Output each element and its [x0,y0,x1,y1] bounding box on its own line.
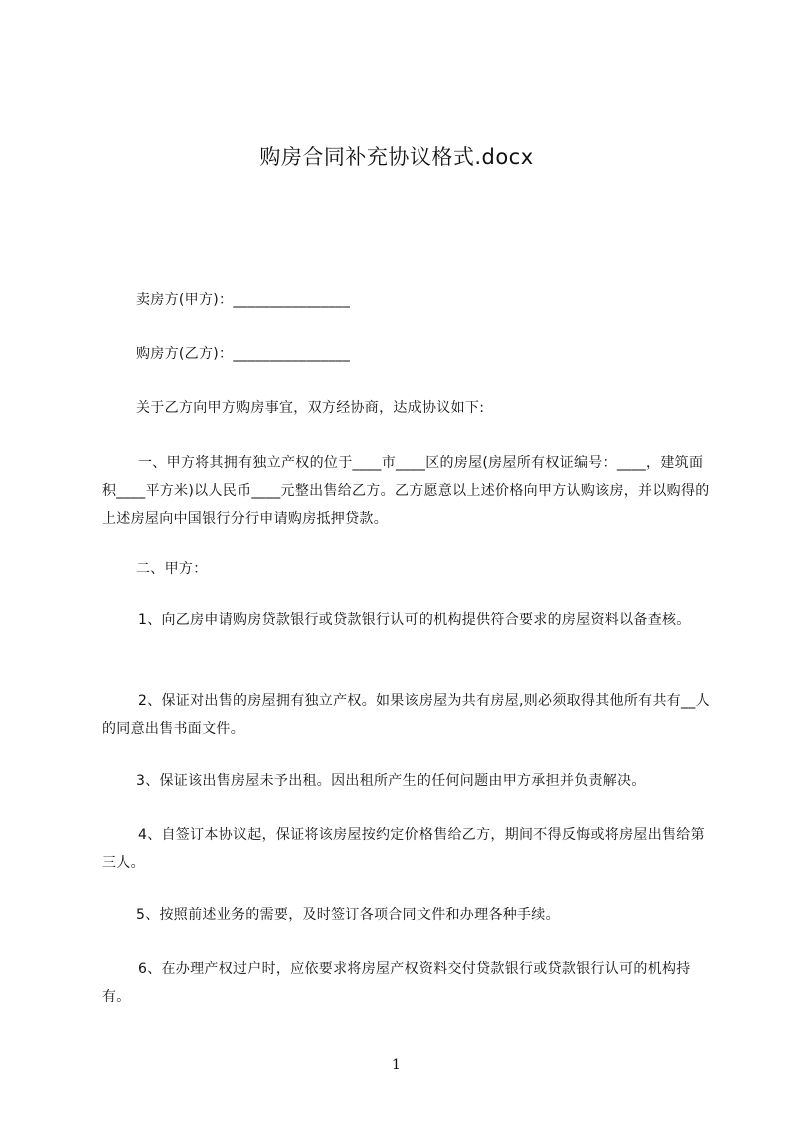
item-1-paragraph: 1、向乙房申请购房贷款银行或贷款银行认可的机构提供符合要求的房屋资料以备查核。 [138,612,691,628]
clause-two-heading: 二、甲方： [136,561,208,577]
item-3-paragraph: 3、保证该出售房屋未予出租。因出租所产生的任何问题由甲方承担并负责解决。 [136,773,646,789]
item-6-paragraph: 6、在办理产权过户时，应依要求将房屋产权资料交付贷款银行或贷款银行认可的机构持有。 [102,961,691,1005]
item-5-paragraph: 5、按照前述业务的需要，及时签订各项合同文件和办理各种手续。 [136,907,560,923]
intro-paragraph: 关于乙方向甲方购房事宜，双方经协商，达成协议如下: [136,400,485,416]
document-title: 购房合同补充协议格式.docx [259,145,534,169]
item-2-paragraph: 2、保证对出售的房屋拥有独立产权。如果该房屋为共有房屋,则必须取得其他所有共有__人的同意出售书面文件。 [102,693,710,737]
seller-line: 卖房方(甲方)：________________ [136,292,351,308]
page-number: 1 [392,1057,401,1073]
clause-one-paragraph: 一、甲方将其拥有独立产权的位于____市____区的房屋(房屋所有权证编号：____，建筑面积____平方米)以人民币____元整出售给乙方。乙方愿意以上述价格向甲方认购该房，并以购得的上述房屋向中国银行分行申请购房抵押贷款。 [102,455,710,527]
item-4-paragraph: 4、自签订本协议起，保证将该房屋按约定价格售给乙方，期间不得反悔或将房屋出售给第三人。 [102,827,705,871]
buyer-line: 购房方(乙方)：________________ [136,346,351,362]
